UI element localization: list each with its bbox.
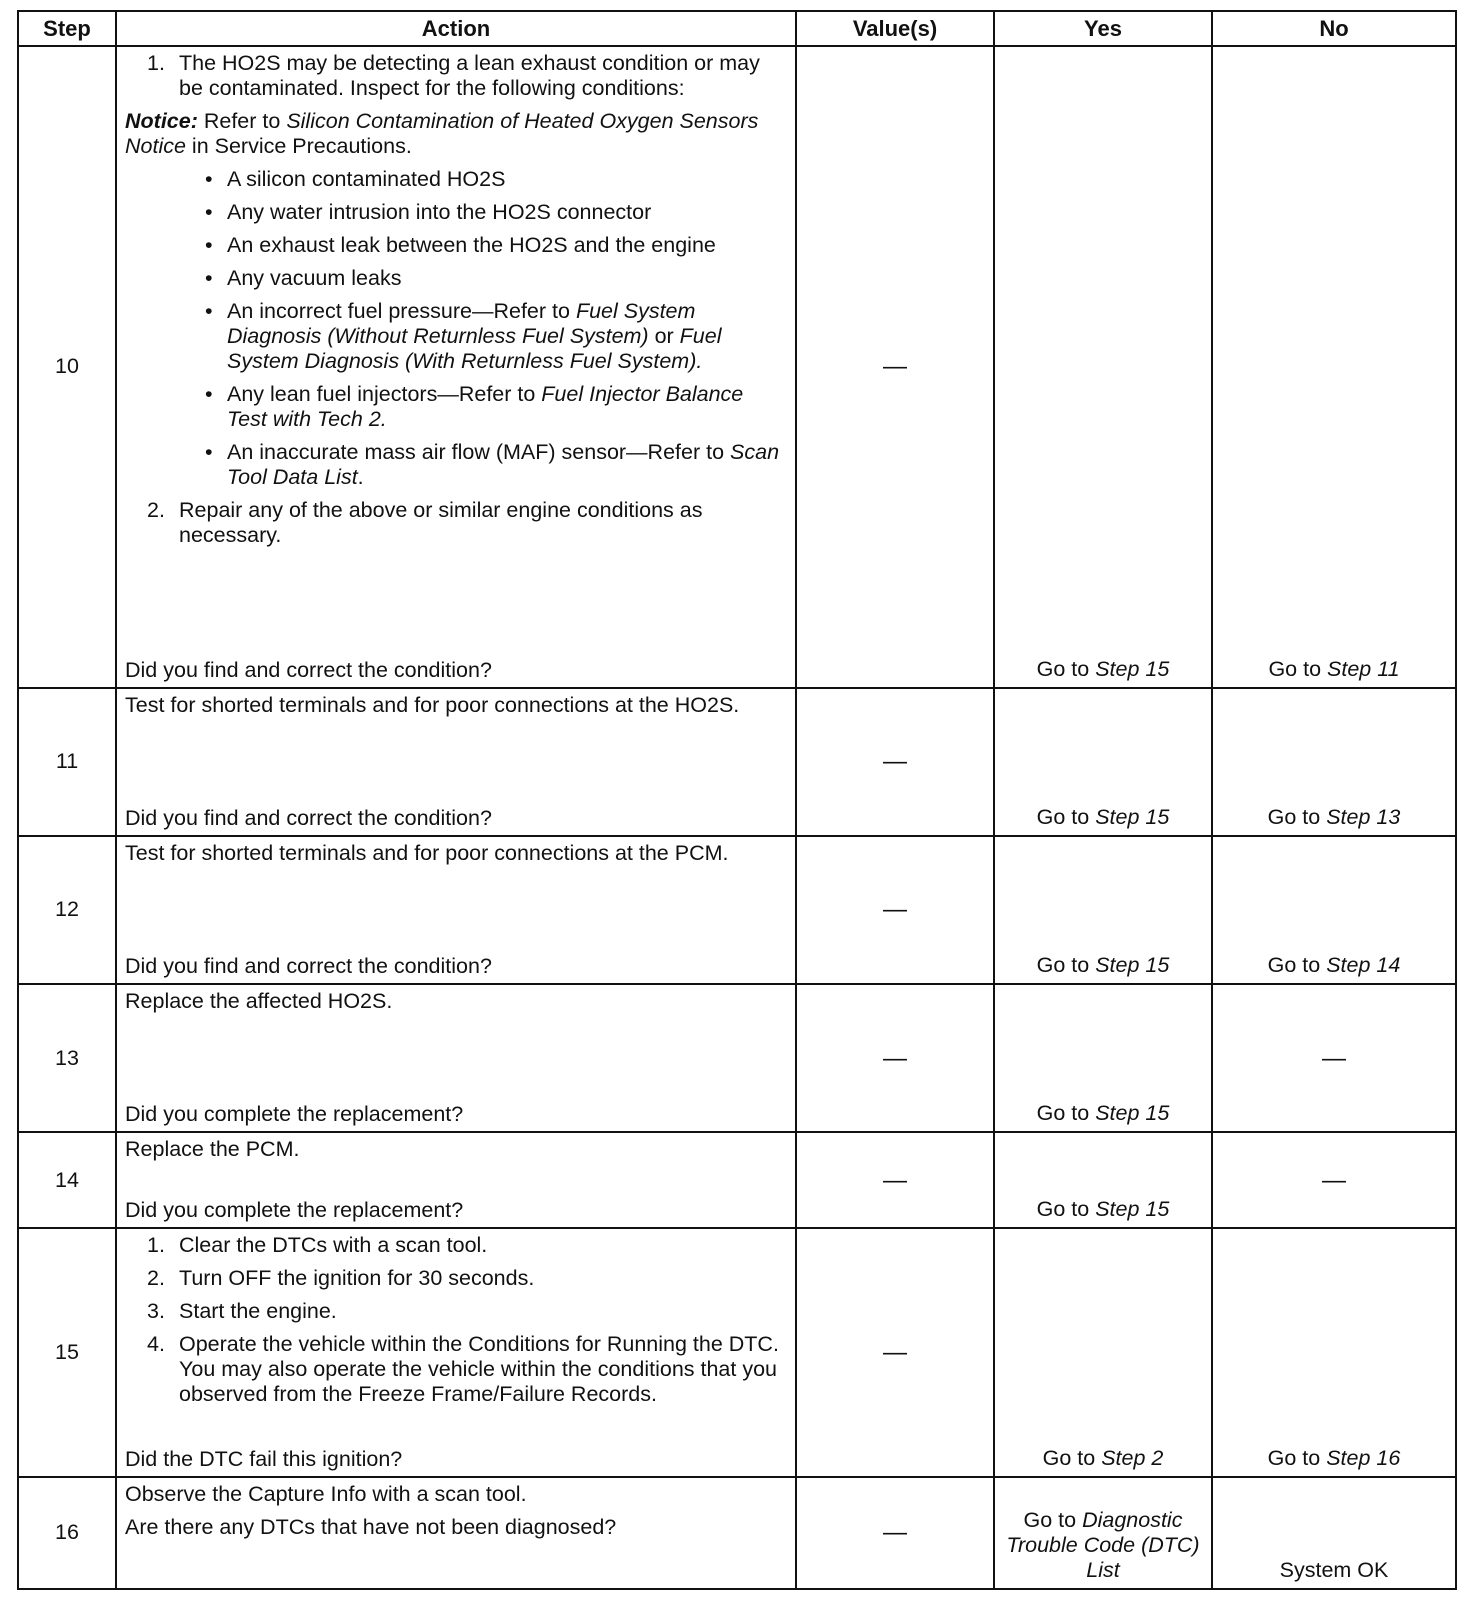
no-cell: Go to Step 13 [1212,688,1456,836]
yes-step-link[interactable]: Step 15 [1095,953,1170,978]
diagnostic-table [17,10,1457,1590]
table-row-step-12 [18,836,1456,984]
numbered-item: 1. Clear the DTCs with a scan tool. [147,1233,488,1258]
scan-tool-data-list-link[interactable]: Scan Tool Data List [227,440,780,489]
yes-step-link[interactable]: Step 15 [1095,1101,1170,1126]
header-step: Step [18,11,116,46]
action-text: Replace the PCM. [125,1137,300,1162]
bullet-item: • Any lean fuel injectors—Refer to Fuel Injector Balance Test with Tech 2. [205,382,744,431]
no-step-link[interactable]: Step 13 [1326,804,1401,829]
action-cell [116,1477,796,1589]
question-text: Are there any DTCs that have not been diagnosed? [125,1514,617,1539]
step-number: 10 [18,46,116,688]
action-text: Observe the Capture Info with a scan tool. [125,1481,527,1506]
action-cell [116,984,796,1132]
value-cell: — [796,46,994,688]
numbered-item: 3. Start the engine. [147,1299,337,1324]
step-number: 14 [18,1132,116,1228]
numbered-item: 2. Repair any of the above or similar engine conditions as necessary. [147,498,703,547]
table-row-step-13 [18,984,1456,1132]
header-yes: Yes [994,11,1212,46]
action-cell [116,46,796,688]
header-values: Value(s) [796,11,994,46]
bullet-item: • Any water intrusion into the HO2S connector [205,200,652,224]
bullet-item: • An inaccurate mass air flow (MAF) sensor—Refer to Scan Tool Data List. [205,440,780,489]
yes-cell: Go to Step 15 [994,46,1212,688]
numbered-item: 4. Operate the vehicle within the Conditions for Running the DTC. You may also operate the vehicle within the conditions that you observed from the Freeze Frame/Failure Records. [147,1332,779,1407]
no-cell: System OK [1212,1477,1456,1589]
question-text: Did you find and correct the condition? [125,954,492,979]
numbered-item: 1. The HO2S may be detecting a lean exhaust condition or may be contaminated. Inspect for the following conditions: [147,51,760,100]
question-text: Did the DTC fail this ignition? [125,1446,403,1471]
action-cell [116,1132,796,1228]
bullet-item: • Any vacuum leaks [205,266,402,290]
yes-cell: Go to Step 15 [994,836,1212,984]
yes-cell: Go to Step 15 [994,688,1212,836]
table-row-step-10 [18,46,1456,688]
yes-step-link[interactable]: Step 15 [1095,804,1170,829]
question-text: Did you complete the replacement? [125,1102,464,1127]
no-step-link[interactable]: Step 16 [1326,1445,1401,1470]
table-row-step-14 [18,1132,1456,1228]
action-cell [116,836,796,984]
action-text: Replace the affected HO2S. [125,989,393,1014]
yes-cell: Go to Diagnostic Trouble Code (DTC) List [994,1477,1212,1589]
bullet-item: • An incorrect fuel pressure—Refer to Fuel System Diagnosis (Without Returnless Fuel System) or Fuel System Diagnosis (With Returnless Fuel System). [205,299,722,373]
value-cell: — [796,1228,994,1476]
yes-cell: Go to Step 2 [994,1228,1212,1476]
bullet-item: • A silicon contaminated HO2S [205,167,506,191]
injector-balance-test-link[interactable]: Fuel Injector Balance Test with Tech 2. [227,382,744,431]
step-number: 12 [18,836,116,984]
fuel-system-diagnosis-returnless-link[interactable]: Fuel System Diagnosis (With Returnless Fuel System). [227,324,722,373]
action-cell [116,1228,796,1476]
no-cell: Go to Step 16 [1212,1228,1456,1476]
header-row [18,11,1456,46]
yes-cell: Go to Step 15 [994,1132,1212,1228]
no-cell: — [1212,984,1456,1132]
yes-step-link[interactable]: Step 15 [1095,1197,1170,1222]
question-text: Did you find and correct the condition? [125,657,492,682]
value-cell: — [796,1477,994,1589]
no-cell: Go to Step 11 [1212,46,1456,688]
action-text: Test for shorted terminals and for poor connections at the PCM. [125,840,729,865]
yes-step-link[interactable]: Step 2 [1101,1445,1164,1470]
fuel-system-diagnosis-link[interactable]: Fuel System Diagnosis (Without Returnless Fuel System) [227,299,696,348]
value-cell: — [796,984,994,1132]
step-number: 15 [18,1228,116,1476]
no-cell: — [1212,1132,1456,1228]
question-text: Did you find and correct the condition? [125,805,492,830]
yes-cell: Go to Step 15 [994,984,1212,1132]
value-cell: — [796,1132,994,1228]
question-text: Did you complete the replacement? [125,1198,464,1223]
header-action: Action [116,11,796,46]
step-number: 16 [18,1477,116,1589]
value-cell: — [796,836,994,984]
notice-reference-link[interactable]: Silicon Contamination of Heated Oxygen Sensors Notice [125,109,759,158]
value-cell: — [796,688,994,836]
table-row-step-15 [18,1228,1456,1476]
no-step-link[interactable]: Step 14 [1326,953,1401,978]
no-step-link[interactable]: Step 11 [1327,656,1400,681]
table-row-step-16 [18,1477,1456,1589]
dtc-list-link[interactable]: Diagnostic Trouble Code (DTC) List [1006,1508,1200,1582]
numbered-item: 2. Turn OFF the ignition for 30 seconds. [147,1266,535,1291]
table-row-step-11 [18,688,1456,836]
step-number: 13 [18,984,116,1132]
no-cell: Go to Step 14 [1212,836,1456,984]
action-text: Test for shorted terminals and for poor connections at the HO2S. [125,692,740,717]
step-number: 11 [18,688,116,836]
notice-text: Notice: Refer to Silicon Contamination of Heated Oxygen Sensors Notice in Service Precautions. [125,109,759,158]
header-no: No [1212,11,1456,46]
yes-step-link[interactable]: Step 15 [1095,656,1170,681]
action-cell [116,688,796,836]
bullet-item: • An exhaust leak between the HO2S and the engine [205,233,716,257]
